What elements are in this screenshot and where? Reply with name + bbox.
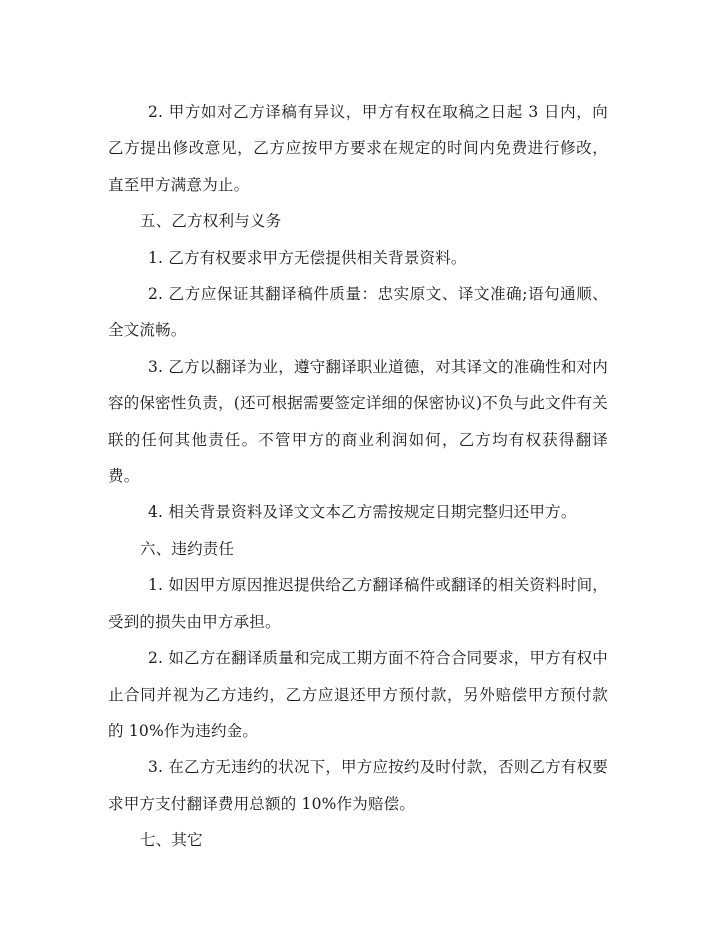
clause-paragraph: 3. 乙方以翻译为业，遵守翻译职业道德，对其译文的准确性和对内容的保密性负责，(还可根据需要签定详细的保密协议)不负与此文件有关联的任何其他责任。不管甲方的商业利润如何，乙方均有权获得翻译费。 xyxy=(108,357,608,486)
clause-paragraph: 2. 乙方应保证其翻译稿件质量：忠实原文、译文准确;语句通顺、全文流畅。 xyxy=(108,285,608,340)
clause-paragraph: 1. 如因甲方原因推迟提供给乙方翻译稿件或翻译的相关资料时间，受到的损失由甲方承担。 xyxy=(108,576,608,631)
clause-paragraph: 4. 相关背景资料及译文文本乙方需按规定日期完整归还甲方。 xyxy=(148,503,577,522)
clause-paragraph: 2. 甲方如对乙方译稿有异议，甲方有权在取稿之日起 3 日内，向乙方提出修改意见，乙方应按甲方要求在规定的时间内免费进行修改，直至甲方满意为止。 xyxy=(108,103,608,194)
section-heading: 五、乙方权利与义务 xyxy=(140,212,282,231)
document-body xyxy=(108,94,608,859)
clause-paragraph: 2. 如乙方在翻译质量和完成工期方面不符合合同要求，甲方有权中止合同并视为乙方违约，乙方应退还甲方预付款，另外赔偿甲方预付款的 10%作为违约金。 xyxy=(108,649,608,740)
section-heading: 六、违约责任 xyxy=(140,539,235,558)
clause-paragraph: 3. 在乙方无违约的状况下，甲方应按约及时付款，否则乙方有权要求甲方支付翻译费用总额的 10%作为赔偿。 xyxy=(108,758,608,813)
section-heading: 七、其它 xyxy=(140,831,203,850)
clause-paragraph: 1. 乙方有权要求甲方无偿提供相关背景资料。 xyxy=(148,248,467,267)
